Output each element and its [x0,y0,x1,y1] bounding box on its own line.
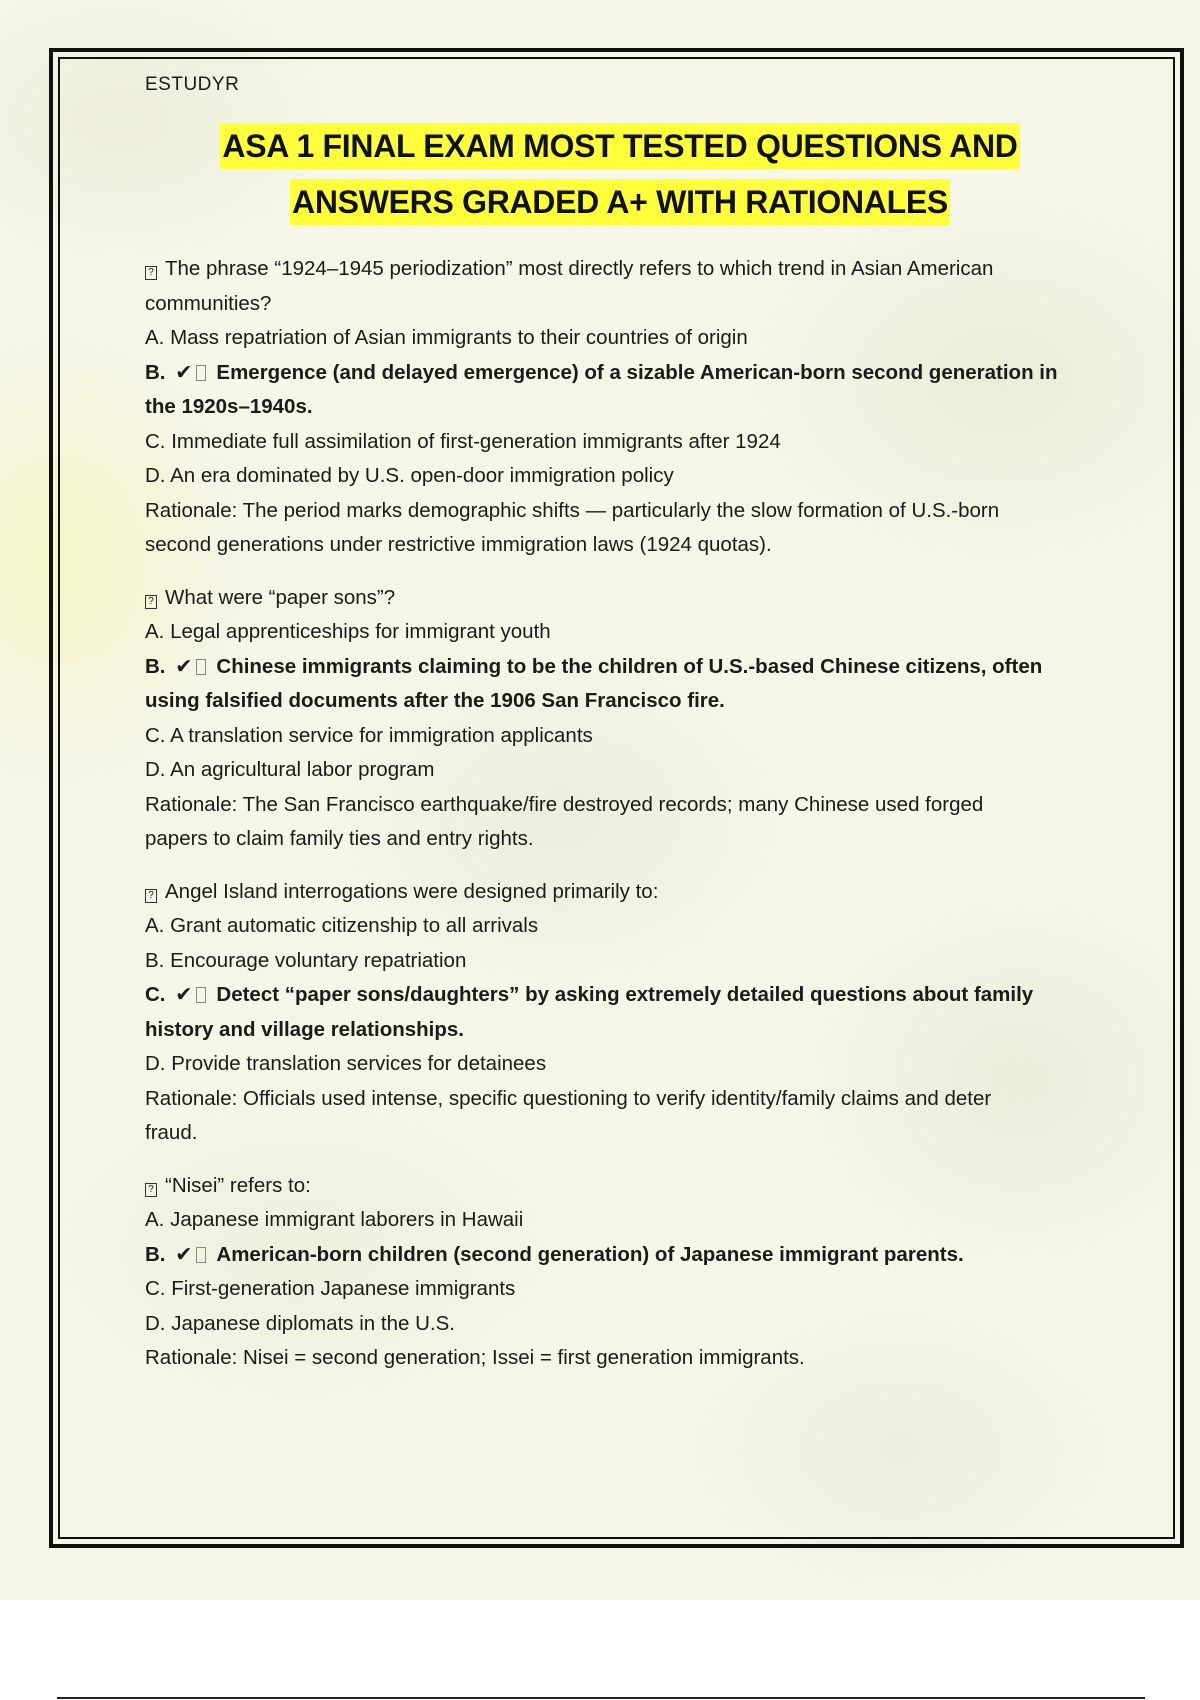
option-c: C. Immediate full assimilation of first-generation immigrants after 1924 [145,429,781,453]
rationale: Rationale: The San Francisco earthquake/fire destroyed records; many Chinese used forged [145,792,984,816]
rationale: Rationale: The period marks demographic shifts — particularly the slow formation of U.S.-born [145,498,1000,522]
option-a: A. Grant automatic citizenship to all arrivals [145,914,539,937]
option-d: D. An agricultural labor program [145,758,435,781]
rationale: Rationale: Nisei = second generation; Issei = first generation immigrants. [145,1346,805,1369]
question-icon: ? [145,595,157,609]
option-b: B. Encourage voluntary repatriation [145,948,467,972]
question-block-1 [145,252,1095,563]
title-line-2: ANSWERS GRADED A+ WITH RATIONALES [290,179,950,225]
option-b-correct-cont: using falsified documents after the 1906 San Francisco fire. [145,689,725,712]
option-b-correct: B. ✔ Chinese immigrants claiming to be the children of U.S.-based Chinese citizens, often [145,654,1043,678]
question-text: ? “Nisei” refers to: [145,1169,1095,1204]
option-a: A. Mass repatriation of Asian immigrants to their countries of origin [145,326,748,349]
rationale-cont: papers to claim family ties and entry rights. [145,827,534,850]
question-text-cont: communities? [145,291,272,315]
check-icon: ✔ [175,654,193,678]
document-title [145,118,1095,230]
option-c-correct-cont: history and village relationships. [145,1017,464,1041]
placeholder-box-icon [196,987,206,1003]
option-c: C. A translation service for immigration applicants [145,723,593,747]
placeholder-box-icon [196,365,206,381]
rationale: Rationale: Officials used intense, specific questioning to verify identity/family claims and deter [145,1086,992,1110]
option-c: C. First-generation Japanese immigrants [145,1277,516,1300]
placeholder-box-icon [196,1247,206,1263]
question-block-2 [145,581,1095,857]
footer-rule [57,1697,1145,1699]
option-c-correct: C. ✔ Detect “paper sons/daughters” by asking extremely detailed questions about family [145,983,1034,1006]
rationale-cont: second generations under restrictive immigration laws (1924 quotas). [145,533,772,556]
question-icon: ? [145,266,157,280]
option-d: D. An era dominated by U.S. open-door immigration policy [145,464,674,487]
option-a: A. Legal apprenticeships for immigrant youth [145,620,551,643]
option-a: A. Japanese immigrant laborers in Hawaii [145,1208,524,1231]
question-block-4 [145,1169,1095,1376]
option-d: D. Provide translation services for detainees [145,1052,547,1075]
question-text: ? The phrase “1924–1945 periodization” most directly refers to which trend in Asian American [145,252,1095,287]
placeholder-box-icon [196,659,206,675]
option-b-correct: B. ✔ American-born children (second generation) of Japanese immigrant parents. [145,1242,964,1266]
question-icon: ? [145,889,157,903]
question-block-3 [145,875,1095,1151]
check-icon: ✔ [175,1242,193,1266]
check-icon: ✔ [175,360,193,384]
brand-label: ESTUDYR [145,74,240,95]
title-line-1: ASA 1 FINAL EXAM MOST TESTED QUESTIONS AND [220,123,1019,169]
document-content [145,70,1095,1394]
option-b-correct: B. ✔ Emergence (and delayed emergence) of a sizable American-born second generation in [145,360,1058,384]
page-bottom-margin [0,1600,1200,1700]
question-text: ? Angel Island interrogations were designed primarily to: [145,875,1095,910]
option-d: D. Japanese diplomats in the U.S. [145,1311,455,1335]
check-icon: ✔ [175,983,193,1006]
option-b-correct-cont: the 1920s–1940s. [145,395,313,418]
question-icon: ? [145,1183,157,1197]
question-text: ? What were “paper sons”? [145,581,1095,616]
rationale-cont: fraud. [145,1121,198,1144]
